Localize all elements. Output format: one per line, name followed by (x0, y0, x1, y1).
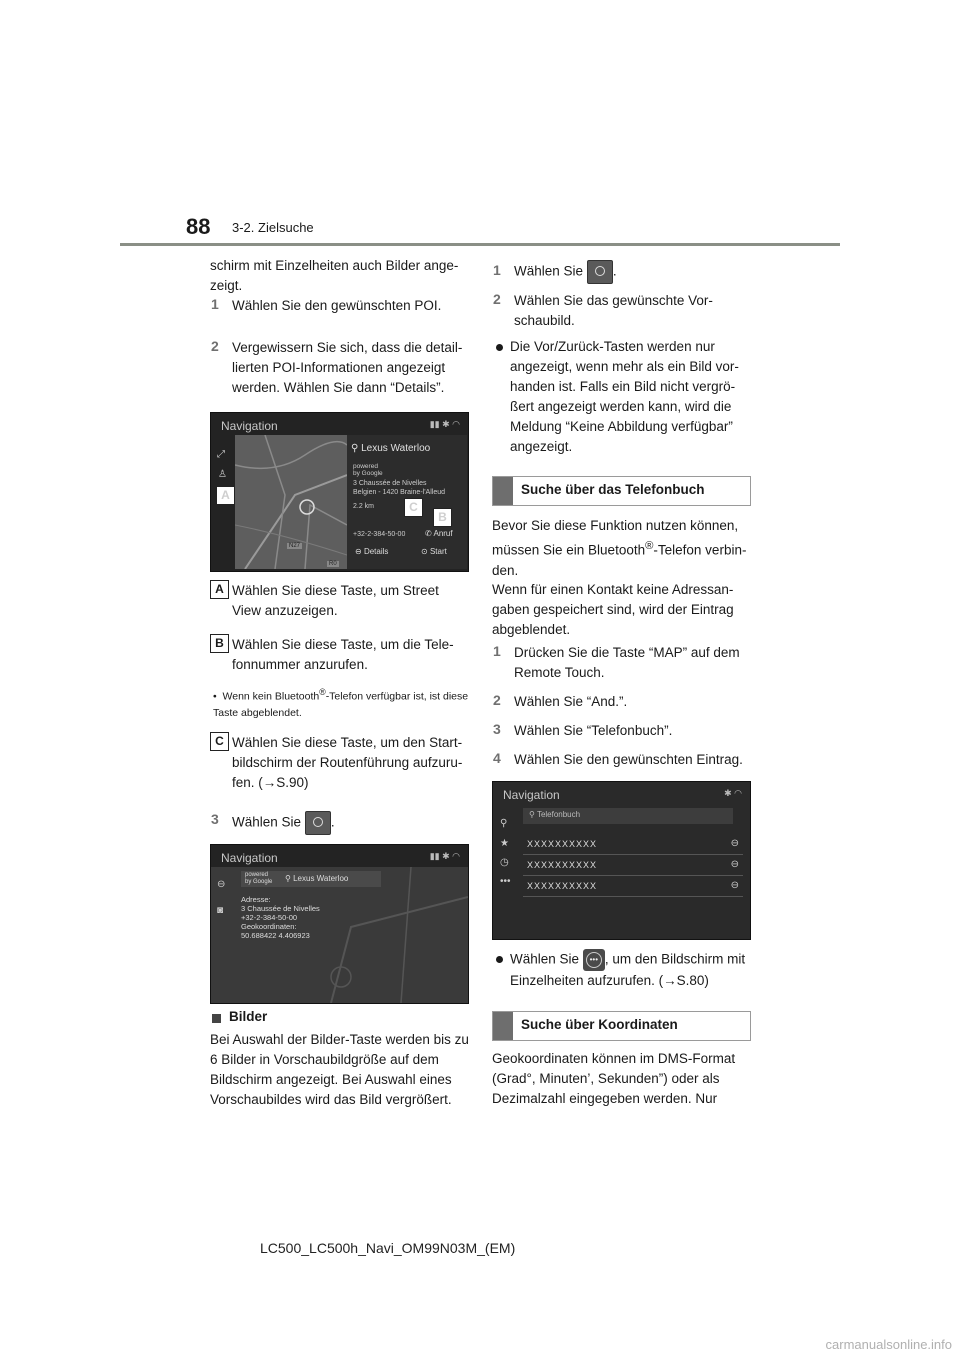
heading-bar (493, 1012, 513, 1040)
google-text: by Google (245, 879, 273, 885)
expand-icon[interactable]: ⤢ (217, 449, 225, 460)
details-button[interactable] (355, 547, 388, 556)
step-text (232, 811, 468, 835)
phone-number: +32-2-384-50-00 (353, 531, 406, 538)
note-b: • Wenn kein Bluetooth®-Telefon verfügbar ist, ist diese Taste abgeblendet. (213, 687, 469, 719)
start-button[interactable] (421, 547, 447, 556)
road-label: N27 (289, 543, 301, 549)
desc-a: Wählen Sie diese Taste, um Street View anzuzeigen. (232, 583, 439, 618)
bullet-text-part: Wählen Sie (510, 951, 580, 967)
label-b: B (210, 634, 229, 653)
heading-label: Suche über das Telefonbuch (521, 482, 705, 497)
status-icons: ✱ ◠ (724, 788, 742, 798)
camera-icon (587, 260, 613, 284)
step-number: 2 (493, 692, 501, 708)
callout-a: A (216, 486, 235, 505)
call-label: Anruf (433, 529, 453, 538)
intro-text: schirm mit Einzelheiten auch Bilder ange-zeigt. (210, 258, 459, 293)
contact-name: XXXXXXXXXX (527, 839, 598, 849)
step-text: Wählen Sie “Telefonbuch”. (514, 723, 673, 738)
phonebook-screenshot (492, 781, 751, 940)
step-text (514, 260, 750, 284)
step-number: 4 (493, 750, 501, 766)
step-text: Drücken Sie die Taste “MAP” auf dem Remote Touch. (514, 645, 740, 680)
person-icon[interactable]: ♙ (218, 469, 227, 480)
search-field[interactable] (241, 871, 381, 887)
note-text: Wenn kein Bluetooth (222, 690, 320, 703)
bullet-text (510, 949, 750, 991)
bullet-text: Die Vor/Zurück-Tasten werden nur angezeigt, wenn mehr als ein Bild vor-handen ist. Falls ein Bild nicht vergrö-ßert angezeigt werden kann, wird die Meldung “Keine Abbildung verfügbar” angezeigt. (510, 339, 739, 454)
screen-title: Navigation (221, 419, 278, 433)
address-block (241, 895, 320, 940)
desc-c: Wählen Sie diese Taste, um den Start-bildschirm der Routenführung aufzuru-fen. (→S.90) (232, 735, 463, 790)
phone-icon: ✆ (425, 529, 432, 538)
phonebook-para: Bevor Sie diese Funktion nutzen können, müssen Sie ein Bluetooth®-Telefon verbin-den. (492, 518, 747, 578)
address-line: 3 Chaussée de Nivelles (353, 480, 427, 487)
place-name: Lexus Waterloo (361, 443, 431, 454)
callout-b: B (433, 508, 452, 527)
section-title: 3-2. Zielsuche (232, 220, 314, 235)
step-text: Vergewissern Sie sich, dass die detail-lierten POI-Informationen angezeigt werden. Wählen Sie dann “Details”. (232, 340, 463, 395)
geo-label: Geokoordinaten: (241, 922, 297, 931)
pin-icon: ⚲ (351, 443, 359, 454)
powered-text: powered (353, 463, 378, 470)
step-number: 3 (493, 721, 501, 737)
address-line: 3 Chaussée de Nivelles (241, 904, 320, 913)
list-item[interactable] (523, 878, 743, 897)
road-label: R0 (329, 561, 337, 567)
header-rule (120, 243, 840, 246)
bullet-text-part: , um den Bildschirm mit Einzelheiten aufzurufen. (→S.80) (510, 951, 746, 988)
poi-details-screenshot (210, 412, 469, 572)
call-button[interactable] (425, 529, 453, 538)
bilder-heading: Bilder (229, 1009, 268, 1024)
step-text: Wählen Sie “And.”. (514, 694, 628, 709)
place-name: Lexus Waterloo (293, 874, 349, 883)
note-text: -Telefon verfügbar ist, ist diese Taste abgeblendet. (213, 690, 469, 719)
step-number: 1 (493, 262, 501, 278)
search-icon[interactable]: ⚲ (500, 818, 508, 829)
status-icons: ▮▮ ✱ ◠ (429, 419, 460, 429)
heading-label: Suche über Koordinaten (521, 1017, 678, 1032)
search-icon: ⚲ (529, 810, 535, 819)
more-icon[interactable]: ⊖ (217, 879, 226, 890)
desc-b: Wählen Sie diese Taste, um die Tele-fonnummer anzurufen. (232, 637, 454, 672)
coordinates-para: Geokoordinaten können im DMS-Format (Grad°, Minuten’, Sekunden”) oder als Dezimalzahl eingegeben werden. Nur (492, 1051, 736, 1106)
camera-icon (305, 811, 331, 835)
google-text: by Google (353, 470, 383, 477)
bullet-marker (496, 344, 503, 351)
para-text: -Telefon verbin-den. (492, 542, 747, 578)
step-number: 1 (211, 296, 219, 312)
star-icon[interactable]: ★ (500, 838, 509, 849)
address-line: Belgien - 1420 Braine-l'Alleud (353, 489, 446, 496)
screen-title: Navigation (503, 788, 560, 802)
contact-name: XXXXXXXXXX (527, 881, 598, 891)
list-item[interactable] (523, 857, 743, 876)
watermark: carmanualsonline.info (825, 1337, 952, 1352)
powered-text: powered (245, 872, 269, 878)
search-field[interactable] (523, 808, 733, 824)
bilder-text: Bei Auswahl der Bilder-Taste werden bis zu 6 Bilder in Vorschaubildgröße auf dem Bildschirm angezeigt. Bei Auswahl eines Vorschaubildes wird das Bild vergrößert. (210, 1032, 469, 1107)
step-number: 1 (493, 643, 501, 659)
heading-phonebook (492, 476, 751, 506)
more-icon[interactable]: ⊖ (730, 859, 739, 870)
start-icon: ⊙ (421, 547, 428, 556)
bullet-marker (496, 956, 503, 963)
map-view (235, 435, 347, 569)
step-text: Wählen Sie den gewünschten POI. (232, 298, 442, 313)
step-text-part: Wählen Sie (514, 263, 584, 279)
pin-icon: ⚲ (285, 874, 291, 883)
more-icon[interactable]: ⊖ (730, 880, 739, 891)
address-label: Adresse: (241, 895, 271, 904)
distance: 2.2 km (353, 503, 375, 510)
phonebook-para: Wenn für einen Kontakt keine Adressan-gaben gespeichert sind, wird der Eintrag abgeblendet. (492, 582, 734, 637)
screen-title: Navigation (221, 851, 278, 865)
step-text-part: . (330, 814, 335, 830)
page-number: 88 (186, 214, 211, 239)
step-text-part: Wählen Sie (232, 814, 302, 830)
heading-bar (493, 477, 513, 505)
poi-images-screenshot (210, 844, 469, 1004)
contact-name: XXXXXXXXXX (527, 860, 598, 870)
label-c: C (210, 732, 229, 751)
step-text-part: . (612, 263, 617, 279)
step-number: 2 (211, 338, 219, 354)
search-placeholder: Telefonbuch (536, 810, 581, 819)
more-icon[interactable]: ••• (500, 876, 511, 887)
label-a: A (210, 580, 229, 599)
heading-coordinates (492, 1011, 751, 1041)
geo-coords: 50.688422 4.406923 (241, 931, 310, 940)
step-number: 3 (211, 811, 219, 827)
phone-number: +32-2-384-50-00 (241, 913, 298, 922)
heading-marker (212, 1014, 221, 1023)
step-number: 2 (493, 291, 501, 307)
start-label: Start (429, 547, 447, 556)
para-text: Bevor Sie diese Funktion nutzen können, müssen Sie ein Bluetooth (492, 518, 739, 558)
step-text: Wählen Sie den gewünschten Eintrag. (514, 752, 743, 767)
step-text: Wählen Sie das gewünschte Vor-schaubild. (514, 293, 713, 328)
details-label: Details (363, 547, 389, 556)
callout-c: C (404, 498, 423, 517)
more-icon: ⊖ (355, 547, 362, 556)
history-icon[interactable]: ◷ (500, 857, 509, 868)
camera-button[interactable]: ◙ (217, 905, 224, 916)
more-icon (583, 949, 605, 971)
status-icons: ▮▮ ✱ ◠ (429, 851, 460, 861)
footer-docid: LC500_LC500h_Navi_OM99N03M_(EM) (260, 1240, 516, 1256)
list-item[interactable] (523, 836, 743, 855)
more-icon[interactable]: ⊖ (730, 838, 739, 849)
